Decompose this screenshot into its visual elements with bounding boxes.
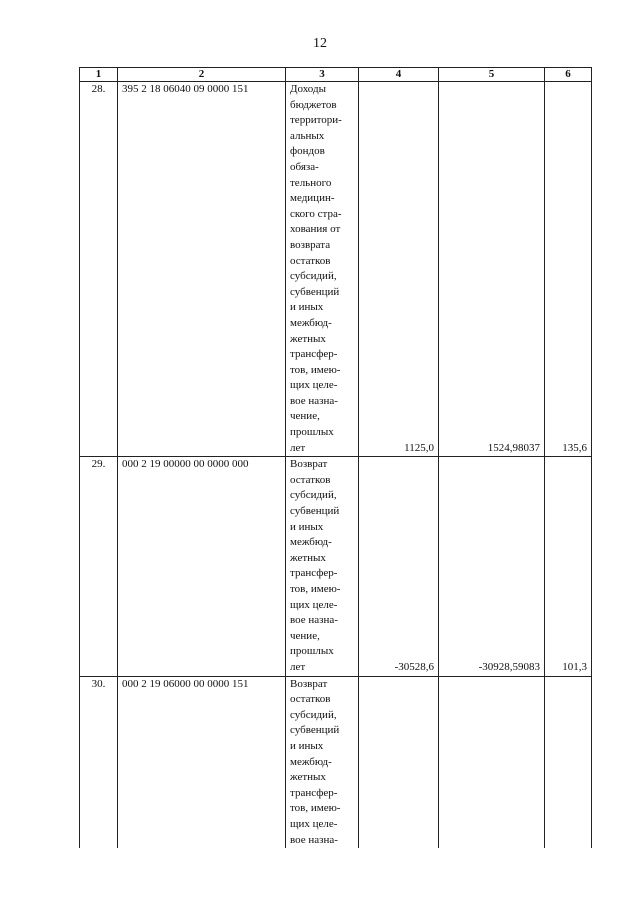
value-col-5: 1524,98037 — [439, 82, 545, 457]
header-col-2: 2 — [118, 68, 286, 82]
value-col-6: 101,3 — [545, 457, 592, 676]
header-col-5: 5 — [439, 68, 545, 82]
budget-code: 395 2 18 06040 09 0000 151 — [118, 82, 286, 457]
value-col-4 — [359, 676, 439, 848]
header-col-4: 4 — [359, 68, 439, 82]
table-row — [80, 676, 592, 848]
header-col-6: 6 — [545, 68, 592, 82]
budget-code: 000 2 19 06000 00 0000 151 — [118, 676, 286, 848]
value-col-5: -30928,59083 — [439, 457, 545, 676]
income-name: Доходы бюджетов территори- альных фондов обяза- тельного медицин- ского стра- хования от возврата остатков субсидий, субвенций и иных межбюд- жетных трансфер- тов, имею- щих целе- вое назна- чение, прошлых лет — [286, 82, 359, 457]
income-name: Возврат остатков субсидий, субвенций и иных межбюд- жетных трансфер- тов, имею- щих целе- вое назна- чение, прошлых лет — [286, 457, 359, 676]
table-row — [80, 457, 592, 676]
income-name: Возврат остатков субсидий, субвенций и иных межбюд- жетных трансфер- тов, имею- щих целе- вое назна- — [286, 676, 359, 848]
row-number: 30. — [80, 676, 118, 848]
value-col-6 — [545, 676, 592, 848]
header-col-3: 3 — [286, 68, 359, 82]
page-number: 12 — [313, 36, 327, 51]
table-row — [80, 82, 592, 457]
value-col-6: 135,6 — [545, 82, 592, 457]
row-number: 28. — [80, 82, 118, 457]
header-row — [80, 68, 592, 82]
budget-table — [79, 67, 592, 848]
value-col-4: -30528,6 — [359, 457, 439, 676]
value-col-4: 1125,0 — [359, 82, 439, 457]
budget-code: 000 2 19 00000 00 0000 000 — [118, 457, 286, 676]
row-number: 29. — [80, 457, 118, 676]
value-col-5 — [439, 676, 545, 848]
header-col-1: 1 — [80, 68, 118, 82]
